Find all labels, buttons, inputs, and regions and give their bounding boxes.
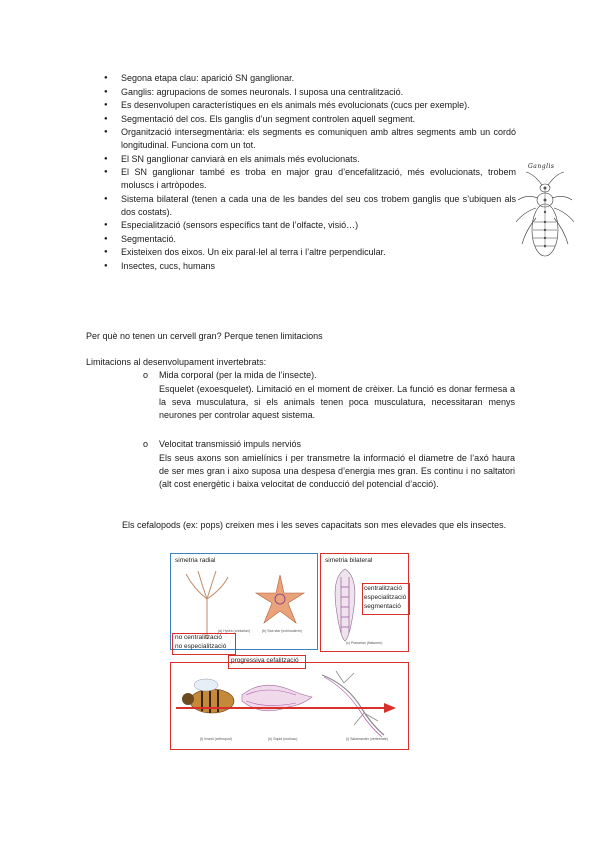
cephalization-drawings <box>172 665 406 747</box>
sea-star-caption: (b) Sea star (echinoderm) <box>262 629 302 633</box>
squid-drawing <box>242 685 312 711</box>
salamander-drawing <box>322 671 384 737</box>
radial-symmetry-label: simetria radial <box>175 557 216 564</box>
bullet-item: ● Organització intersegmentària: els segments es comuniquen amb altres segments amb un cordó longitudinal. Funciona com un tot. <box>104 126 516 152</box>
bullet-item: ● Segona etapa clau: aparició SN ganglionar. <box>104 72 516 85</box>
cephalization-label: progressiva cefalització <box>231 657 299 664</box>
planarian-caption: (c) Planarian (flatworm) <box>346 641 383 645</box>
insect-figure-caption: Ganglis <box>528 163 555 170</box>
bullet-item: ● Existeixen dos eixos. Un eix paral·lel al terra i l’altre perpendicular. <box>104 246 516 259</box>
limit-body: Els seus axons son amielínics i per transmetre la informació el diametre de l’axó haura de ser mes gran i aixo suposa una despesa d’energia mes gran. Es continu i no saltatori (alt cost energètic i baixa velocitat de conducció del potencial d’acció). <box>159 453 515 489</box>
insect-drawing <box>512 160 578 272</box>
bilateral-symmetry-label: simetria bilateral <box>325 557 373 564</box>
symmetry-figure <box>170 553 410 751</box>
specialization-label: especialització <box>364 594 407 601</box>
question-line: Per què no tenen un cervell gran? Perque tenen limitacions <box>86 331 323 341</box>
limit-title: Velocitat transmissió impuls nerviós <box>159 439 302 449</box>
planarian-drawing <box>328 567 362 643</box>
bullet-list <box>104 72 516 273</box>
limit-marker: o <box>143 370 149 380</box>
segmentation-label: segmentació <box>364 603 401 610</box>
limit-body: Esquelet (exoesquelet). Limitació en el moment de crèixer. La funció es donar fermesa a la seva musculatura, si els animals tenen poca musculatura, necessitaran menys neurones per controlar aquest sistema. <box>159 384 515 420</box>
bullet-item: ● Sistema bilateral (tenen a cada una de les bandes del seu cos trobem ganglis que s’ubiquen als dos costats). <box>104 193 516 219</box>
bullet-item: ● Segmentació. <box>104 233 516 246</box>
bullet-item: ● El SN ganglionar també es troba en major grau d’encefalització, més evolucionats, trobem moluscs i artròpodes. <box>104 166 516 192</box>
no-centralization-label: no centralització <box>175 634 222 641</box>
bullet-item: ● Segmentació del cos. Els ganglis d’un segment controlen aquell segment. <box>104 113 516 126</box>
hydra-caption: (a) Hydra (cnidarian) <box>218 629 251 633</box>
limit-marker: o <box>143 439 149 449</box>
bullet-item: ● Es desenvolupen característiques en els animals més evolucionats (cucs per exemple). <box>104 99 516 112</box>
sea-star-drawing <box>252 571 308 627</box>
bullet-item: ● Insectes, cucs, humans <box>104 260 516 273</box>
salamander-caption: (i) Salamander (vertebrate) <box>346 737 389 741</box>
squid-caption: (h) Squid (mollusc) <box>268 737 298 741</box>
insect-ganglia-figure <box>512 160 578 272</box>
limits-heading: Limitacions al desenvolupament invertebrats: <box>86 357 267 367</box>
centralization-label: centralització <box>364 585 402 592</box>
cephalopods-paragraph: Els cefalopods (ex: pops) creixen mes i les seves capacitats son mes elevades que els insectes. <box>122 520 507 530</box>
limit-title: Mida corporal (per la mida de l’insecte). <box>159 370 317 380</box>
insect-caption: (f) Insect (arthropod) <box>200 737 232 741</box>
no-specialization-label: no especialització <box>175 643 227 650</box>
bullet-item: ● Ganglis: agrupacions de somes neuronals. I suposa una centralització. <box>104 86 516 99</box>
bullet-item: ● Especialització (sensors específics tant de l’olfacte, visió…) <box>104 219 516 232</box>
bullet-item: ● El SN ganglionar canviarà en els animals més evolucionats. <box>104 153 516 166</box>
